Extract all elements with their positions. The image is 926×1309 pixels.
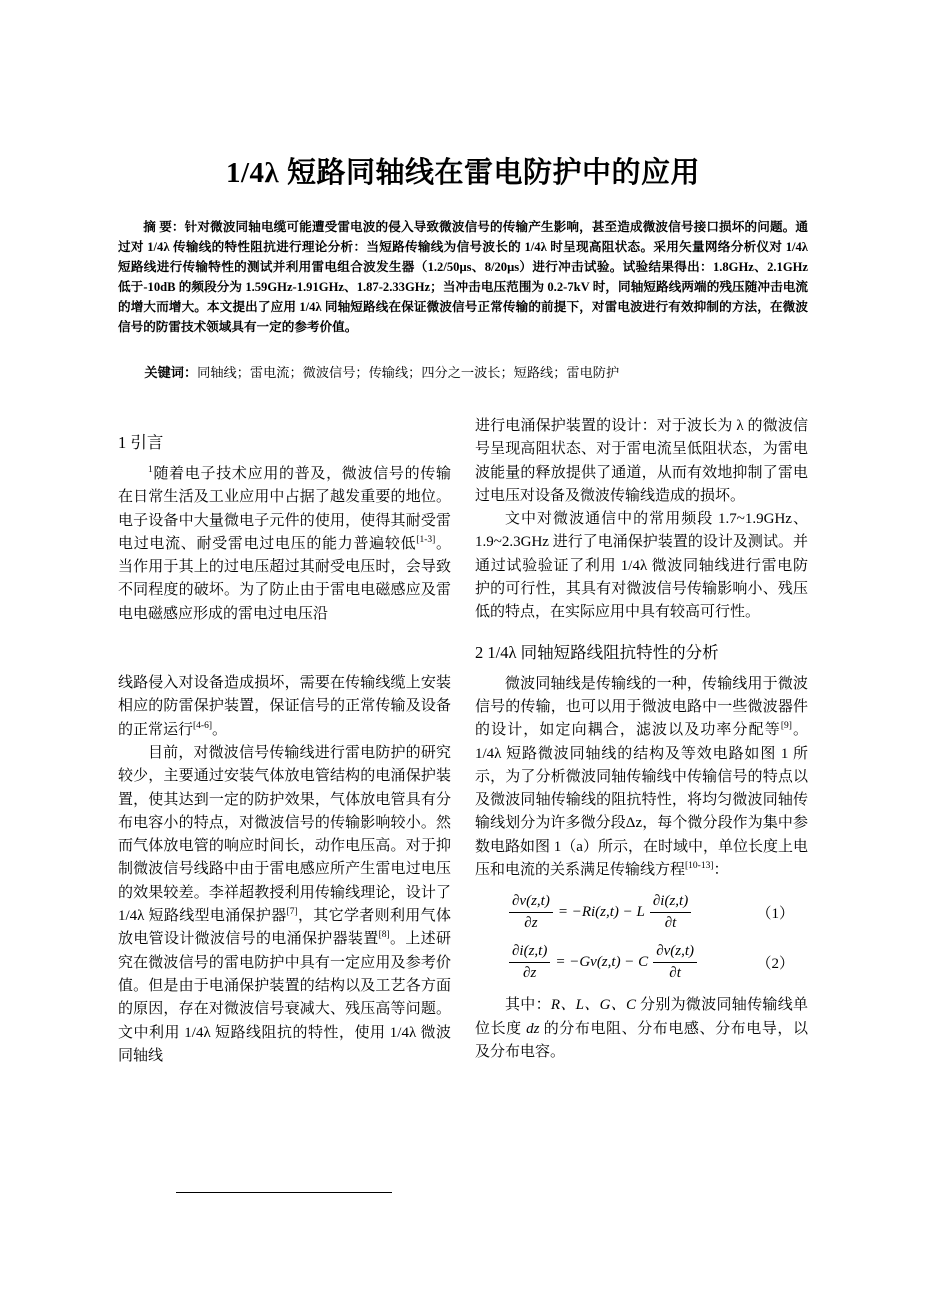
- intro-paragraph-4: 进行电涌保护装置的设计：对于波长为 λ 的微波信号呈现高阻状态、对于雷电流呈低阻状态，为雷电波能量的释放提供了通道，从而有效地抑制了雷电过电压对设备及微波传输线造成的损坏。: [475, 418, 808, 504]
- eq2-lhs-denominator: ∂z: [523, 964, 537, 981]
- keywords-label: 关键词：: [144, 365, 198, 380]
- section-2-paragraph-2-text: 其中：: [505, 997, 551, 1014]
- eq2-rhs-numerator: ∂v(z,t): [653, 942, 697, 963]
- intro-paragraph-2: [118, 672, 451, 742]
- intro-paragraph-3-text-b: ，其它学者则利用气体放电管设计微波信号的电涌保护器装置: [118, 908, 451, 948]
- eq1-middle: = −Ri(z,t) − L: [557, 904, 645, 921]
- eq2-middle: = −Gv(z,t) − C: [555, 953, 649, 970]
- section-2-heading: 2 1/4λ 同轴短路线阻抗特性的分析: [475, 642, 719, 662]
- section-2-paragraph-2-text-c: 的分布电阻、分布电感、分布电导，以及分布电容。: [475, 1020, 808, 1060]
- eq1-lhs-fraction: [509, 892, 553, 933]
- citation-ref-9: [9]: [780, 721, 792, 732]
- intro-paragraph-3-text: 目前，对微波信号传输线进行雷电防护的研究较少，主要通过安装气体放电管结构的电涌保护装置，使其达到一定的防护效果，气体放电管具有分布电容小的特点，对微波信号的传输影响较小。然而气体放电管的响应时间长，动作电压高。对于抑制微波信号线路中由于雷电感应所产生雷电过电压的效果较差。李祥超教授利用传输线理论，设计了 1/4λ 短路线型电涌保护器: [118, 744, 451, 925]
- section-2-paragraph-1-text: 微波同轴线是传输线的一种，传输线用于微波信号的传输，也可以用于微波电路中一些微波器件的设计，如定向耦合，滤波以及功率分配等: [475, 675, 808, 739]
- equation-1: [475, 892, 808, 933]
- abstract-label: 摘 要：: [143, 220, 185, 234]
- intro-paragraph-2-text: 线路侵入对设备造成损坏，需要在传输线缆上安装相应的防雷保护装置，保证信号的正常传输及设备的正常运行: [118, 675, 451, 738]
- section-1-heading: 1 引言: [118, 433, 164, 452]
- intro-paragraph-1-text-cont: 。当作用于其上的过电压超过其耐受电压时，会导致不同程度的破坏。为了防止由于雷电电磁感应及雷电电磁感应形成的雷电过电压沿: [118, 535, 451, 622]
- abstract-text: 针对微波同轴电缆可能遭受雷电波的侵入导致微波信号的传输产生影响，甚至造成微波信号接口损坏的问题。通过对 1/4λ 传输线的特性阻抗进行理论分析：当短路传输线为信号波长的 1/4λ 时呈现高阻状态。采用矢量网络分析仪对 1/4λ 短路线进行传输特性的测试并利用雷电组合波发生器（1.2/50μs、8/20μs）进行冲击试验。试验结果得出：1.8GHz、2.1GHz 低于-10dB 的频段分为 1.59GHz-1.91GHz、1.87-2.33GHz；当冲击电压范围为 0.2-7kV 时，同轴短路线两端的残压随冲击电流的增大而增大。本文提出了应用 1/4λ 同轴短路线在保证微波信号正常传输的前提下，对雷电波进行有效抑制的方法，在微波信号的防雷技术领域具有一定的参考价值。: [118, 220, 808, 334]
- eq1-rhs-denominator: ∂t: [664, 915, 677, 932]
- eq2-rhs-denominator: ∂t: [669, 964, 681, 981]
- citation-ref-4-6: [4-6]: [193, 720, 213, 731]
- citation-ref-10-13: [10-13]: [685, 861, 714, 872]
- intro-paragraph-2-text-cont: 。: [212, 721, 228, 738]
- eq1-rhs-numerator: ∂i(z,t): [650, 892, 691, 913]
- eq2-lhs-fraction: [509, 942, 550, 983]
- paper-title: 1/4λ 短路同轴线在雷电防护中的应用: [225, 157, 701, 189]
- variables-RLGC: R、L、G、C: [550, 997, 636, 1014]
- eq1-lhs-denominator: ∂z: [524, 915, 538, 932]
- keywords-text: 同轴线；雷电流；微波信号；传输线；四分之一波长；短路线；雷电防护: [197, 365, 620, 380]
- section-2-paragraph-1: [475, 673, 808, 883]
- telegrapher-equations: [475, 892, 808, 982]
- citation-ref-8: [8]: [378, 930, 390, 941]
- column-right: [475, 415, 808, 1068]
- citation-ref-7: [7]: [286, 907, 298, 918]
- footnote-separator: [176, 1192, 392, 1193]
- section-2-paragraph-2-text-b: 分别为微波同轴传输线单位长度: [475, 997, 808, 1037]
- abstract: [118, 217, 808, 337]
- two-column-body: [118, 415, 808, 1068]
- intro-paragraph-3: [118, 742, 451, 1068]
- variable-dz: dz: [526, 1020, 540, 1037]
- keywords: [118, 363, 808, 383]
- eq1-lhs-numerator: ∂v(z,t): [509, 892, 553, 913]
- intro-paragraph-1-text: 随着电子技术应用的普及，微波信号的传输在日常生活及工业应用中占据了越发重要的地位。电子设备中大量微电子元件的使用，使得其耐受雷电过电流、耐受雷电过电压的能力普遍较低: [118, 466, 451, 552]
- citation-ref-1-3: [1-3]: [416, 534, 436, 545]
- column-left: [118, 415, 451, 1068]
- equation-2: [475, 942, 808, 983]
- footnote-marker: 1: [148, 465, 153, 475]
- section-2-paragraph-1-text-b: 。1/4λ 短路微波同轴线的结构及等效电路如图 1 所示，为了分析微波同轴传输线中传输信号的特点以及微波同轴传输线的阻抗特性，将均匀微波同轴传输线划分为许多微分段Δz，每个微分段作为集中参数电路如图 1（a）所示，在时域中，单位长度上电压和电流的关系满足传输线方程: [475, 722, 808, 879]
- intro-paragraph-1: [118, 463, 451, 626]
- intro-paragraph-3-text-c: 。上述研究在微波信号的雷电防护中具有一定应用及参考价值。但是由于电涌保护装置的结构以及工艺各方面的原因，存在对微波信号衰减大、残压高等问题。文中利用 1/4λ 短路线阻抗的特性，使用 1/4λ 微波同轴线: [118, 931, 451, 1064]
- intro-paragraph-5: 文中对微波通信中的常用频段 1.7~1.9GHz、1.9~2.3GHz 进行了电涌保护装置的设计及测试。并通过试验验证了利用 1/4λ 微波同轴线进行雷电防护的可行性，其具有对微波信号传输影响小、残压低的特点，在实际应用中具有较高可行性。: [475, 511, 808, 621]
- section-2-paragraph-1-text-c: ：: [713, 862, 729, 879]
- eq2-lhs-numerator: ∂i(z,t): [509, 942, 550, 963]
- eq2-rhs-fraction: [653, 942, 697, 983]
- eq1-rhs-fraction: [650, 892, 691, 933]
- equation-1-number: （1）: [756, 906, 794, 923]
- section-2-paragraph-2: [475, 994, 808, 1064]
- equation-2-number: （2）: [756, 955, 794, 972]
